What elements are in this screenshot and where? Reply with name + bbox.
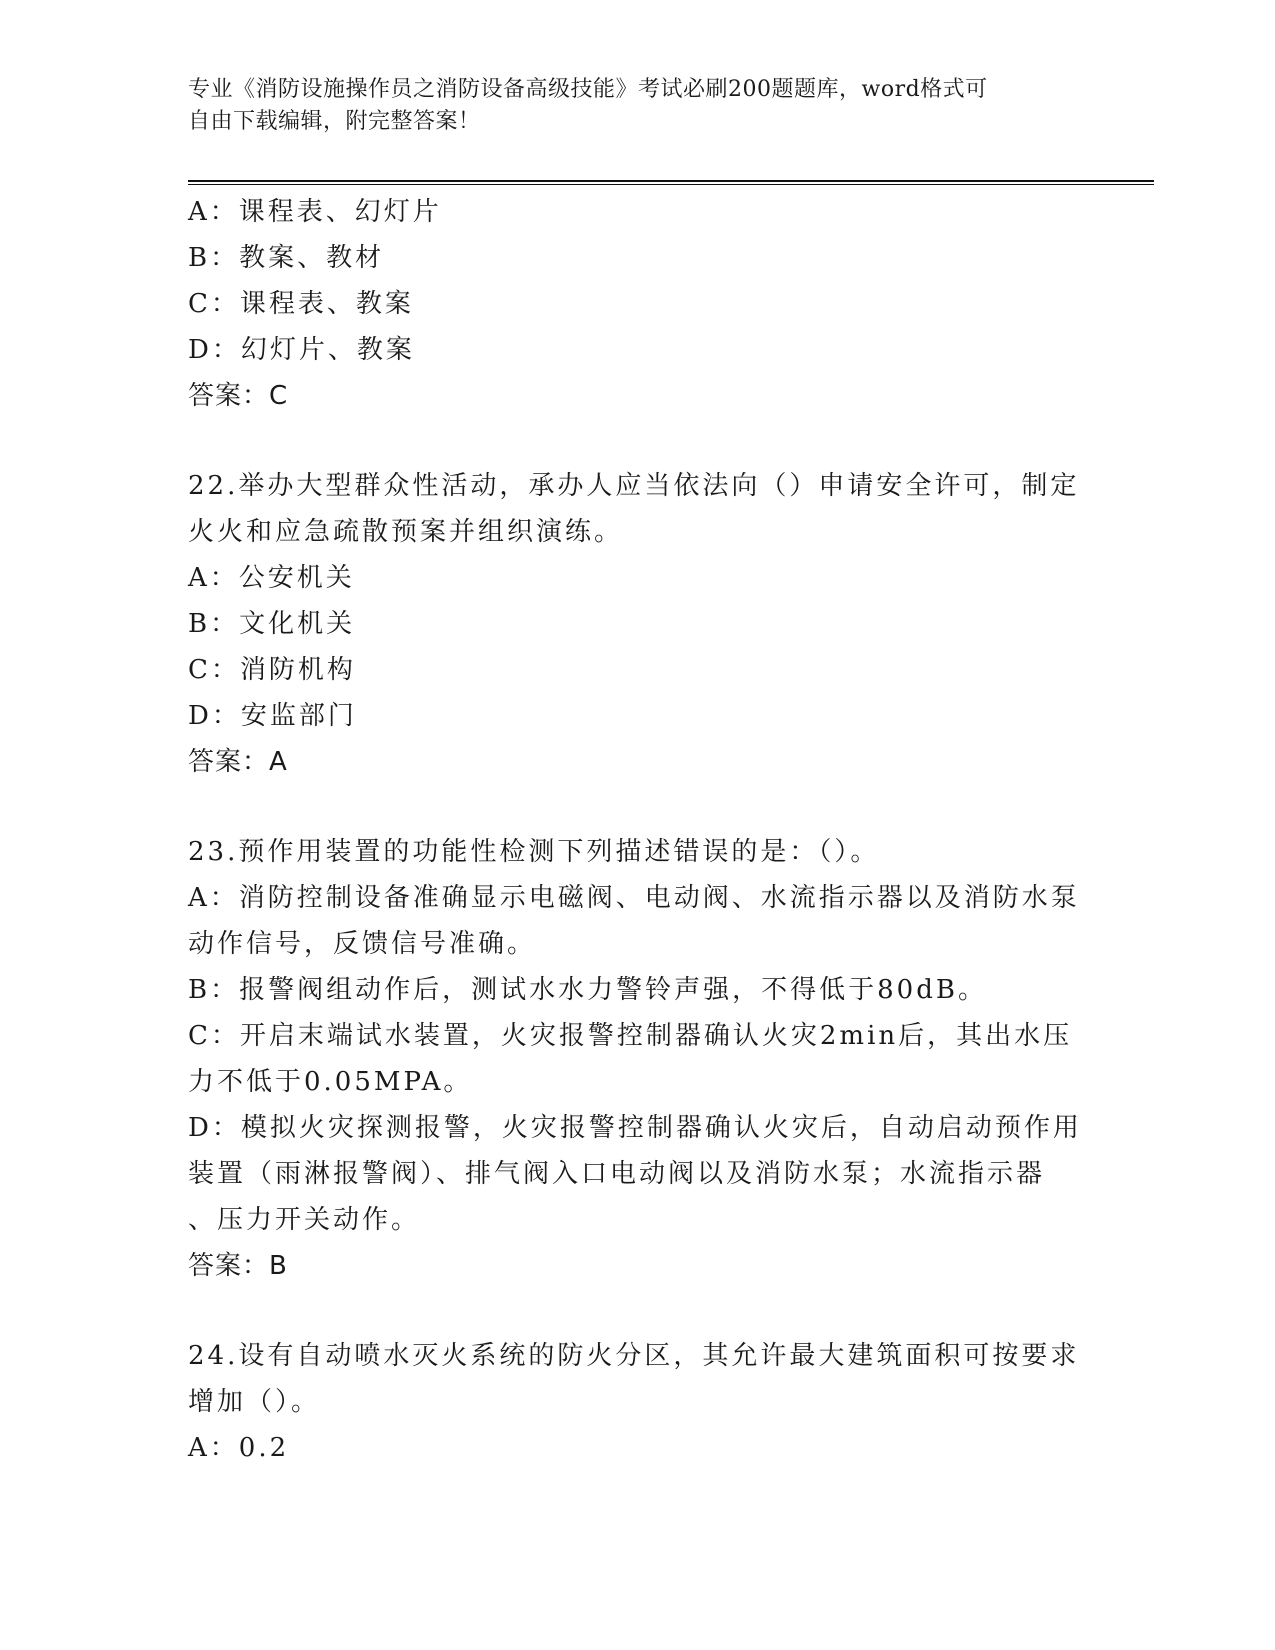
header-line-1: 专业《消防设施操作员之消防设备高级技能》考试必刷200题题库，word格式可 — [188, 77, 988, 102]
option-c: C：开启末端试水装置，火灾报警控制器确认火灾2min后，其出水压 — [188, 1021, 1073, 1051]
option-b: B：文化机关 — [188, 609, 356, 639]
question-stem: 24.设有自动喷水灭火系统的防火分区，其允许最大建筑面积可按要求 — [188, 1341, 1080, 1371]
document-header — [188, 74, 1068, 138]
option-b: B：教案、教材 — [188, 243, 385, 273]
spacer — [188, 419, 1088, 463]
question-23 — [188, 829, 1088, 1289]
answer-label: 答案：A — [188, 747, 288, 777]
option-a: A：消防控制设备准确显示电磁阀、电动阀、水流指示器以及消防水泵 — [188, 883, 1080, 913]
option-a-continued: 动作信号，反馈信号准确。 — [188, 929, 537, 959]
question-list — [188, 189, 1088, 1471]
spacer — [188, 785, 1088, 829]
question-stem: 22.举办大型群众性活动，承办人应当依法向（）申请安全许可，制定 — [188, 471, 1080, 501]
option-d: D：模拟火灾探测报警，火灾报警控制器确认火灾后，自动启动预作用 — [188, 1113, 1082, 1143]
question-21 — [188, 189, 1088, 419]
option-d: D：安监部门 — [188, 701, 357, 731]
option-c: C：课程表、教案 — [188, 289, 414, 319]
question-24 — [188, 1333, 1088, 1471]
option-d: D：幻灯片、教案 — [188, 335, 415, 365]
answer-label: 答案：C — [188, 381, 289, 411]
option-a: A：课程表、幻灯片 — [188, 197, 442, 227]
option-a: A：0.2 — [188, 1433, 290, 1463]
header-line-2: 自由下载编辑，附完整答案！ — [188, 109, 481, 134]
option-a: A：公安机关 — [188, 563, 355, 593]
option-b: B：报警阀组动作后，测试水水力警铃声强，不得低于80dB。 — [188, 975, 987, 1005]
option-d-continued-2: 、压力开关动作。 — [188, 1205, 421, 1235]
option-d-continued: 装置（雨淋报警阀）、排气阀入口电动阀以及消防水泵；水流指示器 — [188, 1159, 1046, 1189]
question-22 — [188, 463, 1088, 785]
option-c-continued: 力不低于0.05MPA。 — [188, 1067, 473, 1097]
answer-label: 答案：B — [188, 1251, 288, 1281]
spacer — [188, 1289, 1088, 1333]
question-stem-continued: 增加（）。 — [188, 1387, 321, 1417]
question-stem: 23.预作用装置的功能性检测下列描述错误的是：（）。 — [188, 837, 880, 867]
question-stem-continued: 火火和应急疏散预案并组织演练。 — [188, 517, 624, 547]
option-c: C：消防机构 — [188, 655, 356, 685]
header-divider — [188, 180, 1154, 185]
